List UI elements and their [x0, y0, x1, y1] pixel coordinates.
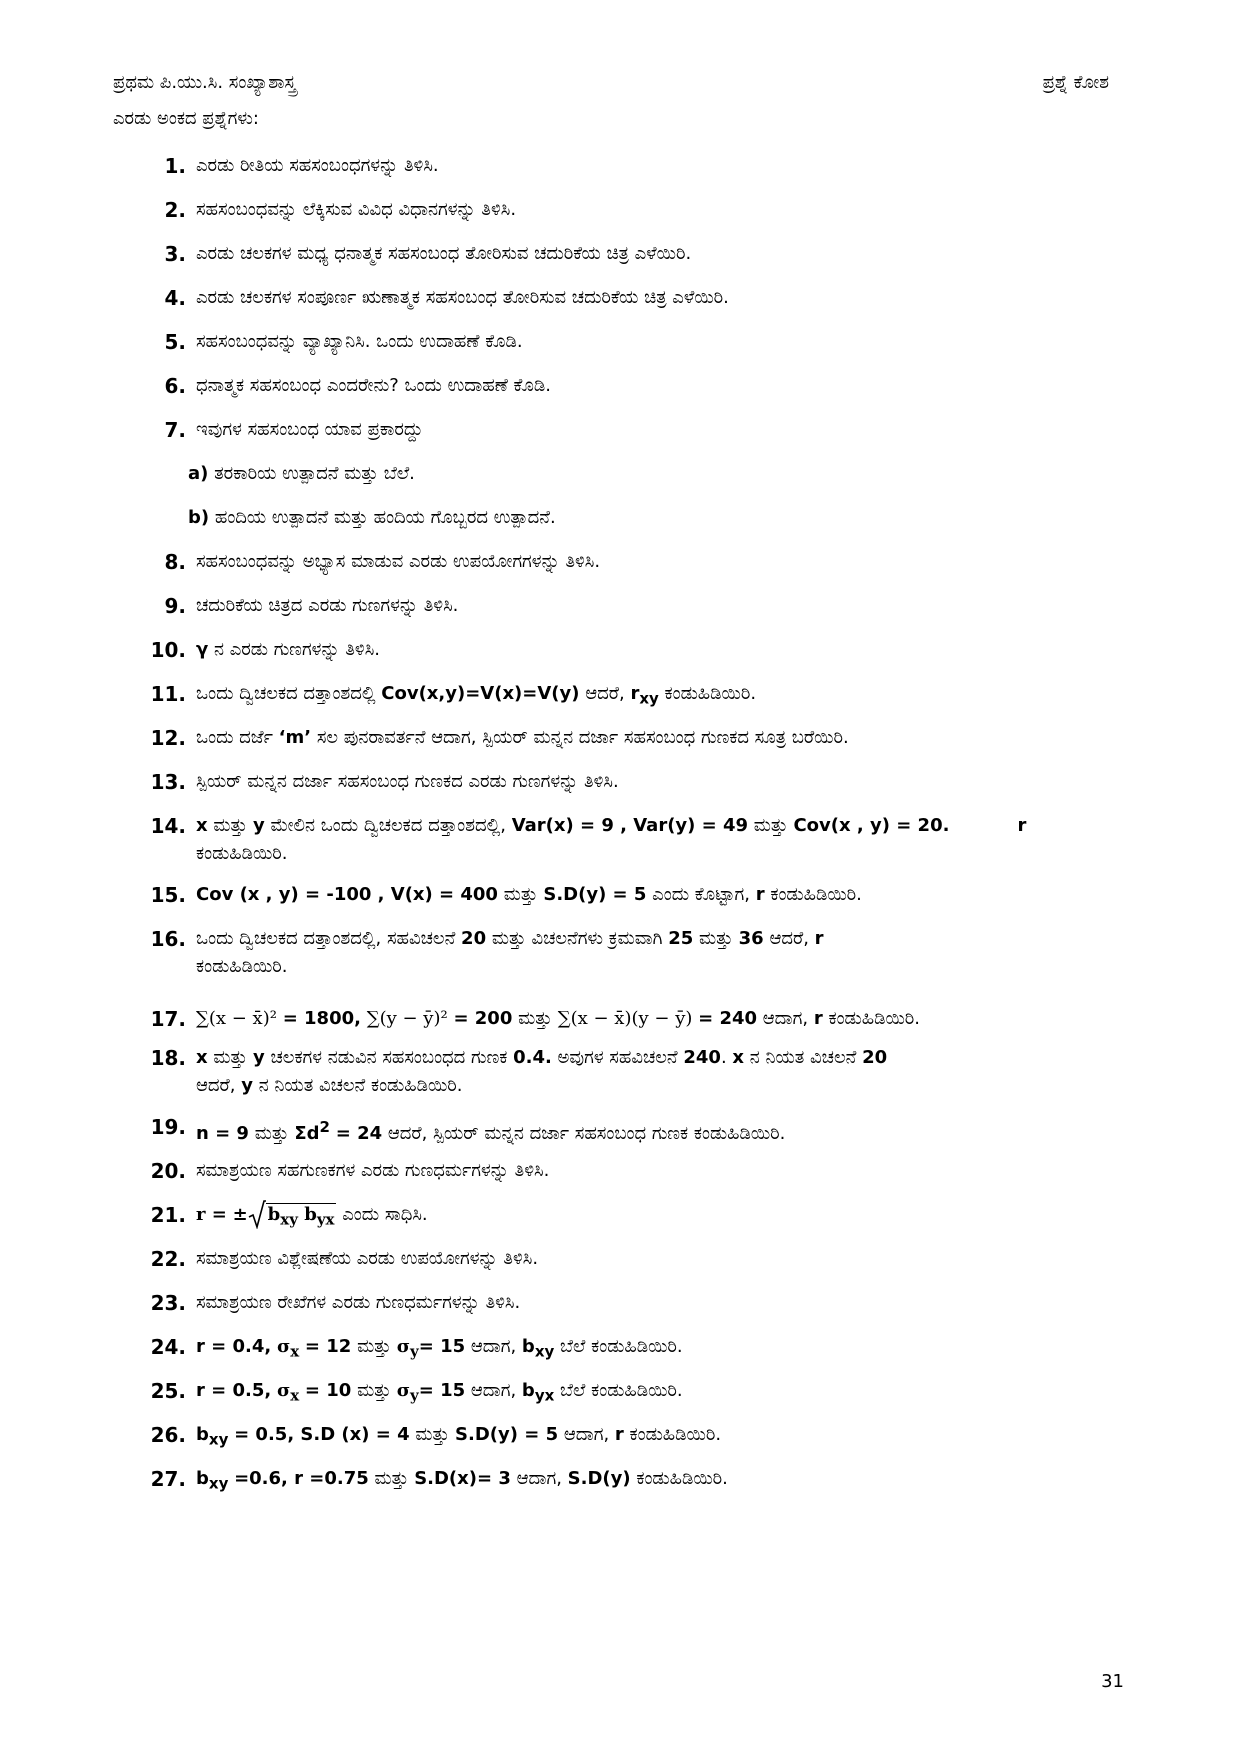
question-20 [140, 1157, 1150, 1201]
question-number: 8. [164, 550, 186, 574]
question-list [140, 152, 1150, 1509]
question-10 [140, 636, 1150, 680]
sigma-symbol: $\sigma_y$ [396, 1336, 419, 1361]
question-7-part-a [140, 460, 1150, 504]
text-part: ಮತ್ತು [753, 815, 788, 836]
gamma-symbol: γ [196, 639, 209, 660]
question-8 [140, 548, 1150, 592]
question-5 [140, 328, 1150, 372]
formula-part: =0.6, r =0.75 [234, 1468, 369, 1489]
text-part: ಆದಾಗ, [470, 1380, 517, 1401]
text-part: ಆದಾಗ, [470, 1336, 517, 1357]
text-part: ಮತ್ತು [699, 928, 733, 949]
header-left-title: ಪ್ರಥಮ ಪಿ.ಯು.ಸಿ. ಸಂಖ್ಯಾಶಾಸ್ತ್ರ [113, 72, 297, 93]
text-part: ಆದರೆ, [769, 928, 809, 949]
formula-part: S.D(x)= 3 [414, 1468, 511, 1489]
question-text: ಎರಡು ಚಲಕಗಳ ಸಂಪೂರ್ಣ ಋಣಾತ್ಮಕ ಸಹಸಂಬಂಧ ತೋರಿಸುವ ಚದುರಿಕೆಯ ಚಿತ್ರ ಎಳೆಯಿರಿ. [196, 287, 729, 308]
sigma-symbol: $\sigma_x$ [276, 1336, 300, 1361]
formula-part: Var(x) = 9 , Var(y) = 49 [511, 815, 749, 836]
question-text: ಸಮಾಶ್ರಯಣ ವಿಶ್ಲೇಷಣೆಯ ಎರಡು ಉಪಯೋಗಳನ್ನು ತಿಳಿಸಿ. [196, 1248, 539, 1269]
text-part: ಕಂಡುಹಿಡಿಯಿರಿ. [196, 843, 288, 864]
question-12 [140, 724, 1150, 768]
text-part: ಮತ್ತು [213, 815, 248, 836]
sum-expression: ∑(x − x̄)² [196, 1008, 277, 1029]
text-part: ನ ನಿಯತ ವಿಚಲನೆ [749, 1047, 857, 1068]
formula-part: = 240 [698, 1008, 758, 1029]
formula-part: y [241, 1075, 253, 1096]
question-number: 6. [164, 374, 186, 398]
text-part: ಆದರೆ, [196, 1075, 236, 1096]
question-9 [140, 592, 1150, 636]
text-part: ಮತ್ತು [415, 1424, 450, 1445]
question-7-part-b [140, 504, 1150, 548]
question-number: 10. [150, 638, 186, 662]
question-21 [140, 1201, 1150, 1245]
sigma-symbol: $\sigma_y$ [396, 1380, 419, 1405]
formula-part: Cov(x,y)=V(x)=V(y) [381, 683, 580, 704]
question-number: 5. [164, 330, 186, 354]
question-number: 9. [164, 594, 186, 618]
formula-part: r [1017, 815, 1027, 836]
formula-part: = 12 [304, 1336, 352, 1357]
question-text: ಇವುಗಳ ಸಹಸಂಬಂಧ ಯಾವ ಪ್ರಕಾರದ್ದು [196, 419, 423, 440]
question-number: 25. [150, 1379, 186, 1403]
formula-part: ‘m’ [278, 727, 312, 748]
text-part: ಕಂಡುಹಿಡಿಯಿರಿ. [828, 1008, 920, 1029]
question-26 [140, 1421, 1150, 1465]
formula-part: $b_{xy}$ [196, 1468, 229, 1493]
question-4 [140, 284, 1150, 328]
formula-part: x [732, 1047, 745, 1068]
formula-part: Cov(x , y) = 20. [793, 815, 950, 836]
text-part: ಮೇಲಿನ ಒಂದು ದ್ವಿಚಲಕದ ದತ್ತಾಂಶದಲ್ಲಿ, [270, 815, 506, 836]
text-part: ಮತ್ತು [357, 1380, 391, 1401]
formula-part: r = [196, 1204, 227, 1225]
formula-part: n = 9 [196, 1123, 249, 1144]
question-number: 16. [150, 927, 186, 951]
formula-part: $r_{xy}$ [630, 683, 659, 708]
formula-part: = 15 [418, 1336, 466, 1357]
formula-part: S.D(y) = 5 [543, 884, 647, 905]
question-text: ಸ್ಪಿಯರ್ ಮನ್ನನ ದರ್ಜಾ ಸಹಸಂಬಂಧ ಗುಣಕದ ಎರಡು ಗುಣಗಳನ್ನು ತಿಳಿಸಿ. [196, 771, 619, 792]
question-text: ಸಹಸಂಬಂಧವನ್ನು ಅಭ್ಯಾಸ ಮಾಡುವ ಎರಡು ಉಪಯೋಗಗಳನ್ನು ತಿಳಿಸಿ. [196, 551, 601, 572]
question-25 [140, 1377, 1150, 1421]
question-text: ಸಮಾಶ್ರಯಣ ರೇಖೆಗಳ ಎರಡು ಗುಣಧರ್ಮಗಳನ್ನು ತಿಳಿಸಿ. [196, 1292, 521, 1313]
question-number: 12. [150, 726, 186, 750]
formula-part: 25 [668, 928, 694, 949]
question-number: 11. [150, 682, 186, 706]
question-number: 14. [150, 814, 186, 838]
text-part: ಆದಾಗ, [516, 1468, 562, 1489]
question-number: 7. [164, 418, 186, 442]
formula-part: r [814, 928, 824, 949]
question-number: 18. [150, 1046, 186, 1070]
question-number: 15. [150, 883, 186, 907]
question-text: ನ ಎರಡು ಗುಣಗಳನ್ನು ತಿಳಿಸಿ. [214, 639, 380, 660]
question-22 [140, 1245, 1150, 1289]
text-part: ಮತ್ತು [357, 1336, 391, 1357]
formula-part: = 10 [304, 1380, 352, 1401]
sum-expression: ∑(y − ȳ)² [366, 1008, 448, 1029]
formula-part: 20 [862, 1047, 888, 1068]
formula-part: $b_{xy}$ [196, 1424, 229, 1449]
question-7 [140, 416, 1150, 460]
question-14 [140, 812, 1150, 881]
page-number: 31 [1101, 1671, 1124, 1692]
formula-part: = 0.5, S.D (x) = 4 [234, 1424, 410, 1445]
question-1 [140, 152, 1150, 196]
question-text: ಚದುರಿಕೆಯ ಚಿತ್ರದ ಎರಡು ಗುಣಗಳನ್ನು ತಿಳಿಸಿ. [196, 595, 459, 616]
section-title: ಎರಡು ಅಂಕದ ಪ್ರಶ್ನೆಗಳು: [113, 108, 259, 129]
formula-part: 0.4. [513, 1047, 552, 1068]
formula-part: y [253, 815, 265, 836]
text-part: ಕಂಡುಹಿಡಿಯಿರಿ. [636, 1468, 728, 1489]
text-part: ಒಂದು ದ್ವಿಚಲಕದ ದತ್ತಾಂಶದಲ್ಲಿ, ಸಹವಿಚಲನೆ [196, 928, 456, 949]
question-27 [140, 1465, 1150, 1509]
question-3 [140, 240, 1150, 284]
text-part: ಮತ್ತು [254, 1123, 289, 1144]
question-text: ಎರಡು ರೀತಿಯ ಸಹಸಂಬಂಧಗಳನ್ನು ತಿಳಿಸಿ. [196, 155, 439, 176]
question-number: 1. [164, 154, 186, 178]
question-text: ಎರಡು ಚಲಕಗಳ ಮಧ್ಯ ಧನಾತ್ಮಕ ಸಹಸಂಬಂಧ ತೋರಿಸುವ ಚದುರಿಕೆಯ ಚಿತ್ರ ಎಳೆಯಿರಿ. [196, 243, 692, 264]
formula-part: r = 0.4, [196, 1336, 272, 1357]
question-23 [140, 1289, 1150, 1333]
text-part: ಅವುಗಳ ಸಹವಿಚಲನೆ [557, 1047, 678, 1068]
formula-part: y [253, 1047, 265, 1068]
plus-minus-sign: ± [232, 1204, 248, 1225]
text-part: ಒಂದು ದರ್ಜೆ [196, 727, 273, 748]
sub-label: b) [188, 507, 210, 528]
question-number: 13. [150, 770, 186, 794]
text-part: ಕಂಡುಹಿಡಿಯಿರಿ. [196, 956, 288, 977]
text-part: ಮತ್ತು [518, 1008, 553, 1029]
formula-part: = 15 [418, 1380, 466, 1401]
question-number: 21. [150, 1203, 186, 1227]
text-part: ಎಂದು ಕೊಟ್ಟಾಗ, [652, 884, 750, 905]
question-number: 23. [150, 1291, 186, 1315]
formula-part: = 1800, [282, 1008, 361, 1029]
question-24 [140, 1333, 1150, 1377]
question-number: 17. [150, 1007, 186, 1031]
text-part: ಮತ್ತು [374, 1468, 409, 1489]
question-number: 24. [150, 1335, 186, 1359]
text-part: ಕಂಡುಹಿಡಿಯಿರಿ. [770, 884, 862, 905]
text-part: ಎಂದು ಸಾಧಿಸಿ. [342, 1204, 428, 1225]
text-part: . [720, 1047, 727, 1068]
question-text: ಸಹಸಂಬಂಧವನ್ನು ಲೆಕ್ಕಿಸುವ ವಿವಿಧ ವಿಧಾನಗಳನ್ನು ತಿಳಿಸಿ. [196, 199, 517, 220]
formula-part: r [614, 1424, 624, 1445]
text-part: ಆದಾಗ, [762, 1008, 809, 1029]
sub-text: ತರಕಾರಿಯ ಉತ್ಪಾದನೆ ಮತ್ತು ಬೆಲೆ. [214, 463, 415, 484]
formula-part: $b_{yx}$ [521, 1380, 555, 1405]
formula-part: r [813, 1008, 823, 1029]
question-number: 22. [150, 1247, 186, 1271]
text-part: ಮತ್ತು ವಿಚಲನೆಗಳು ಕ್ರಮವಾಗಿ [491, 928, 663, 949]
text-part: ಚಲಕಗಳ ನಡುವಿನ ಸಹಸಂಬಂಧದ ಗುಣಕ [270, 1047, 508, 1068]
text-part: ಸಲ ಪುನರಾವರ್ತನೆ ಆದಾಗ, ಸ್ಪಿಯರ್ ಮನ್ನನ ದರ್ಜಾ ಸಹಸಂಬಂಧ ಗುಣಕದ ಸೂತ್ರ ಬರೆಯಿರಿ. [316, 727, 849, 748]
question-text: ಧನಾತ್ಮಕ ಸಹಸಂಬಂಧ ಎಂದರೇನು? ಒಂದು ಉದಾಹಣೆ ಕೊಡಿ. [196, 375, 551, 396]
formula-part: 36 [738, 928, 764, 949]
formula-part: r [755, 884, 765, 905]
question-number: 4. [164, 286, 186, 310]
question-11 [140, 680, 1150, 724]
question-19 [140, 1113, 1150, 1157]
sub-text: ಹಂದಿಯ ಉತ್ಪಾದನೆ ಮತ್ತು ಹಂದಿಯ ಗೊಬ್ಬರದ ಉತ್ಪಾದನೆ. [214, 507, 556, 528]
radical-sign-icon [248, 1199, 266, 1229]
sub-label: a) [188, 463, 209, 484]
formula-part: S.D(y) = 5 [455, 1424, 559, 1445]
text-part: ಕಂಡುಹಿಡಿಯಿರಿ. [664, 683, 757, 704]
text-part: ಆದರೆ, [585, 683, 625, 704]
question-13 [140, 768, 1150, 812]
text-part: ಬೆಲೆ ಕಂಡುಹಿಡಿಯಿರಿ. [560, 1380, 683, 1401]
question-16 [140, 925, 1150, 994]
formula-part: x [196, 815, 208, 836]
formula-part: = 24 [335, 1123, 383, 1144]
text-part: ನ ನಿಯತ ವಿಚಲನೆ ಕಂಡುಹಿಡಿಯಿರಿ. [258, 1075, 463, 1096]
text-part: ಕಂಡುಹಿಡಿಯಿರಿ. [629, 1424, 722, 1445]
question-number: 26. [150, 1423, 186, 1447]
formula-part: 240 [683, 1047, 721, 1068]
formula-part: $b_{xy}$ [521, 1336, 555, 1361]
formula-part: Cov (x , y) = -100 , V(x) = 400 [196, 884, 498, 905]
question-17 [140, 994, 1150, 1044]
text-part: ಆದರೆ, ಸ್ಪಿಯರ್ ಮನ್ನನ ದರ್ಜಾ ಸಹಸಂಬಂಧ ಗುಣಕ ಕಂಡುಹಿಡಿಯಿರಿ. [387, 1123, 786, 1144]
question-text: ಸಮಾಶ್ರಯಣ ಸಹಗುಣಕಗಳ ಎರಡು ಗುಣಧರ್ಮಗಳನ್ನು ತಿಳಿಸಿ. [196, 1160, 550, 1181]
question-number: 19. [150, 1115, 186, 1139]
formula-part: S.D(y) [567, 1468, 631, 1489]
formula-part: = 200 [453, 1008, 513, 1029]
question-number: 3. [164, 242, 186, 266]
question-18 [140, 1044, 1150, 1113]
formula-part: x [196, 1047, 208, 1068]
question-6 [140, 372, 1150, 416]
header-right-title: ಪ್ರಶ್ನೆ ಕೋಶ [1042, 72, 1109, 93]
text-part: ಒಂದು ದ್ವಿಚಲಕದ ದತ್ತಾಂಶದಲ್ಲಿ [196, 683, 376, 704]
text-part: ಮತ್ತು [213, 1047, 248, 1068]
text-part: ಮತ್ತು [503, 884, 538, 905]
formula-part: 20 [461, 928, 487, 949]
square-root: $b_{xy}$ $b_{yx}$ [248, 1201, 337, 1234]
question-number: 27. [150, 1467, 186, 1491]
question-number: 20. [150, 1159, 186, 1183]
formula-part: $\Sigma d^2$ [294, 1118, 330, 1144]
text-part: ಆದಾಗ, [563, 1424, 610, 1445]
question-number: 2. [164, 198, 186, 222]
question-2 [140, 196, 1150, 240]
question-text: ಸಹಸಂಬಂಧವನ್ನು ವ್ಯಾಖ್ಯಾನಿಸಿ. ಒಂದು ಉದಾಹಣೆ ಕೊಡಿ. [196, 331, 523, 352]
question-15 [140, 881, 1150, 925]
sigma-symbol: $\sigma_x$ [276, 1380, 300, 1405]
text-part: ಬೆಲೆ ಕಂಡುಹಿಡಿಯಿರಿ. [560, 1336, 683, 1357]
sum-expression: ∑(x − x̄)(y − ȳ) [557, 1008, 693, 1029]
formula-part: r = 0.5, [196, 1380, 272, 1401]
